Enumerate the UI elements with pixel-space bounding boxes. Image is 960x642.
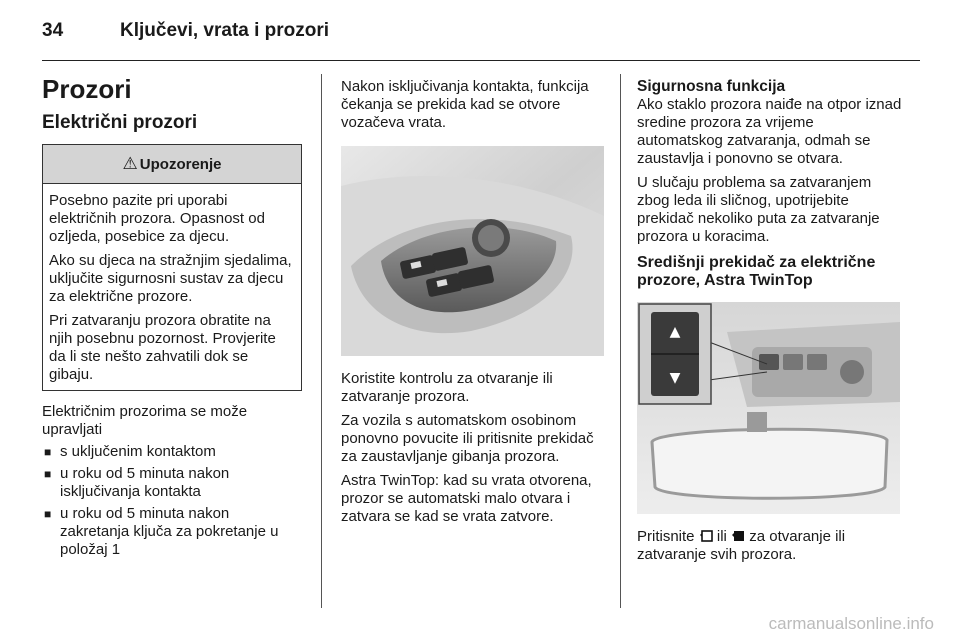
chapter-title: Ključevi, vrata i prozori — [120, 20, 330, 41]
paragraph: Za vozila s automatskom osobinom ponovno povucite ili pritisnite prekidač za zaustavljanje gibanja prozora. — [341, 412, 594, 465]
column-divider-1 — [321, 74, 322, 608]
warning-paragraph: Pri zatvaranju prozora obratite na njih posebnu pozornost. Provjerite da li ste nešto zahvatili dok se gibaju. — [49, 312, 276, 383]
bullet-icon: ■ — [44, 507, 52, 521]
page-number: 34 — [42, 20, 64, 41]
window-close-all-icon — [731, 529, 745, 543]
warning-triangle-icon: ⚠ — [122, 154, 138, 173]
list-item: ■ s uključenim kontaktom — [44, 443, 216, 460]
list-item: ■ u roku od 5 minuta nakon isključivanja kontakta — [44, 465, 230, 500]
warning-box — [42, 144, 302, 391]
warning-paragraph: Posebno pazite pri uporabi električnih prozora. Opasnost od ozljeda, posebice za djecu. — [49, 192, 265, 245]
column-divider-2 — [620, 74, 621, 608]
warning-title: ⚠ Upozorenje — [43, 145, 301, 184]
header-rule — [42, 60, 920, 61]
section-subtitle: Električni prozori — [42, 112, 198, 133]
column-2 — [341, 78, 604, 532]
list-item: ■ u roku od 5 minuta nakon zakretanja ključa za pokretanje u položaj 1 — [44, 505, 279, 558]
door-window-switch-illustration — [341, 146, 604, 356]
warning-body — [43, 184, 301, 390]
window-down-icon: ▼ — [669, 370, 681, 386]
central-switch-heading: Središnji prekidač za električne prozore, Astra TwinTop — [637, 254, 876, 289]
safety-heading: Sigurnosna funkcija — [637, 78, 786, 95]
watermark: carmanualsonline.info — [768, 614, 934, 633]
column-1 — [42, 74, 302, 563]
intro-text: Električnim prozorima se može upravljati — [42, 403, 248, 438]
page-header — [42, 20, 329, 42]
paragraph: Astra TwinTop: kad su vrata otvorena, prozor se automatski malo otvara i zatvara se kad se vrata zatvore. — [341, 472, 592, 525]
condition-list — [42, 443, 302, 559]
column-3 — [637, 78, 902, 570]
paragraph: Ako staklo prozora naiđe na otpor iznad sredine prozora za vrijeme automatskog zatvaranja, odmah se zaustavlja i ponovno se otvara. — [637, 96, 902, 167]
paragraph: U slučaju problema sa zatvaranjem zbog leda ili sličnog, upotrijebite prekidač nekoliko puta za zatvaranje prozora u koracima. — [637, 174, 880, 245]
central-switch-illustration — [637, 302, 900, 514]
warning-paragraph: Ako su djeca na stražnjim sjedalima, uključite sigurnosni sustav za djecu za električne prozore. — [49, 252, 292, 305]
paragraph: Koristite kontrolu za otvaranje ili zatvaranje prozora. — [341, 370, 553, 405]
bullet-icon: ■ — [44, 467, 52, 481]
window-up-icon: ▲ — [669, 324, 681, 340]
caption: Pritisnite ili za otvaranje ili zatvaranje svih prozora. — [637, 528, 846, 563]
window-open-all-icon — [699, 529, 713, 543]
paragraph: Nakon isključivanja kontakta, funkcija čekanja se prekida kad se otvore vozačeva vrata. — [341, 78, 589, 131]
section-title: Prozori — [42, 74, 132, 104]
bullet-icon: ■ — [44, 445, 52, 459]
